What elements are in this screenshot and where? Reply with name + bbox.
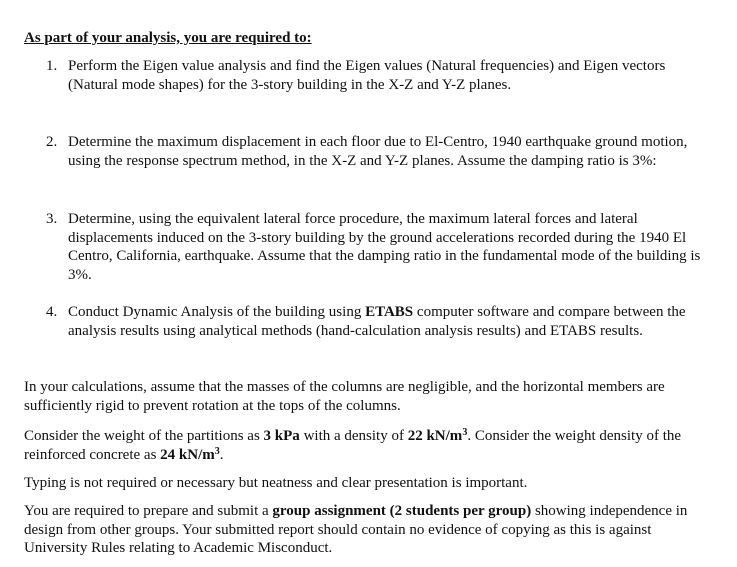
text-part: showing independence in design from other groups. Your submitted report should contain no evidence of copying as this is against University Rules relating to Academic Misconduct.	[24, 503, 688, 556]
list-item	[46, 133, 706, 170]
list-item-number: 4.	[46, 304, 58, 320]
submission-paragraph	[24, 502, 714, 558]
superscript: 3	[462, 427, 468, 438]
list-item-number: 3.	[46, 211, 58, 227]
partition-density-value	[408, 428, 468, 444]
loads-paragraph	[24, 427, 714, 464]
section-heading: As part of your analysis, you are required to:	[24, 30, 312, 46]
list-item	[46, 303, 706, 340]
value-text: 24 kN/m	[160, 446, 215, 463]
assumptions-paragraph: In your calculations, assume that the masses of the columns are negligible, and the horizontal members are sufficiently rigid to prevent rotation at the tops of the columns.	[24, 379, 665, 414]
list-item-text: Determine the maximum displacement in each floor due to El-Centro, 1940 earthquake ground motion, using the response spectrum method, in the X-Z and Y-Z planes. Assume the damping ratio is 3%:	[68, 134, 688, 169]
list-item-text	[68, 303, 706, 340]
presentation-paragraph: Typing is not required or necessary but neatness and clear presentation is important.	[24, 475, 528, 491]
list-item	[46, 57, 706, 94]
group-assignment-text: group assignment (2 students per group)	[272, 503, 532, 519]
software-name: ETABS	[365, 304, 414, 320]
value-text: 22 kN/m	[407, 428, 463, 444]
text-part: . Consider the weight density of the reinforced concrete as	[24, 428, 682, 463]
concrete-density-value	[160, 447, 220, 463]
list-item-text: Determine, using the equivalent lateral force procedure, the maximum lateral forces and lateral displacements induced on the 3-story building by the ground accelerations recorded during the 1940 El Centro, California, earthquake. Assume that the damping ratio in the fundamental mode of the building is 3%.	[68, 211, 701, 283]
list-item-text: Perform the Eigen value analysis and find the Eigen values (Natural frequencies) and Eigen vectors (Natural mode shapes) for the 3-story building in the X-Z and Y-Z planes.	[68, 58, 666, 93]
superscript: 3	[214, 445, 220, 457]
partition-load-value: 3 kPa	[263, 428, 300, 444]
text-part: You are required to prepare and submit a	[24, 503, 273, 519]
text-part: Consider the weight of the partitions as	[24, 428, 264, 444]
text-part: with a density of	[299, 428, 408, 444]
list-item-text-part: computer software and compare between the analysis results using analytical methods (hand-calculation analysis results) and ETABS results.	[68, 304, 686, 339]
list-item-number: 2.	[46, 134, 58, 150]
list-item-text-part: Conduct Dynamic Analysis of the building using	[68, 304, 366, 320]
list-item	[46, 210, 706, 284]
list-item-number: 1.	[46, 58, 58, 74]
text-part: .	[219, 446, 224, 463]
